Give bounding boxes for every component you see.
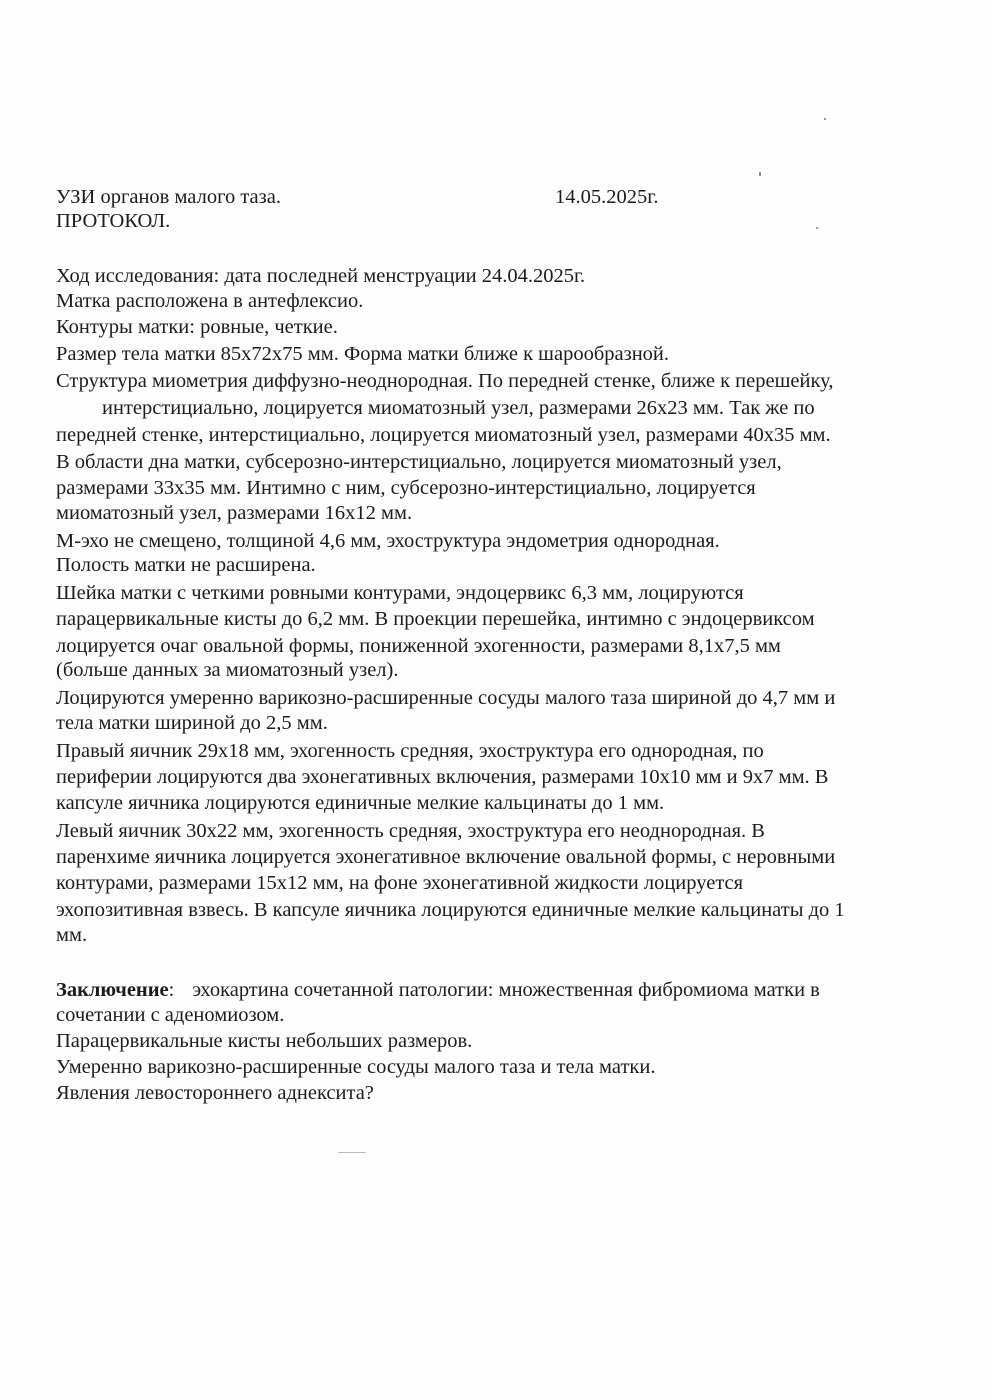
body-line: интерстициально, лоцируется миоматозный узел, размерами 26х23 мм. Так же по [102,397,815,419]
conclusion-line: сочетании с аденомиозом. [56,1004,285,1026]
document-subtitle: ПРОТОКОЛ. [56,210,171,232]
body-line: эхопозитивная взвесь. В капсуле яичника лоцируются единичные мелкие кальцинаты до 1 [56,899,845,921]
body-line: Размер тела матки 85х72х75 мм. Форма матки ближе к шарообразной. [56,343,670,365]
body-line: Структура миометрия диффузно-неоднородная. По передней стенке, ближе к перешейку, [56,370,834,392]
body-line: тела матки шириной до 2,5 мм. [56,712,328,734]
scan-speck [824,118,826,120]
body-line: периферии лоцируются два эхонегативных включения, размерами 10х10 мм и 9х7 мм. В [56,766,829,788]
body-line: Шейка матки с четкими ровными контурами, эндоцервикс 6,3 мм, лоцируются [56,582,744,604]
scan-speck [759,172,761,176]
body-line: (больше данных за миоматозный узел). [56,659,399,681]
body-line: паренхиме яичника лоцируется эхонегативное включение овальной формы, с неровными [56,846,836,868]
body-line: М-эхо не смещено, толщиной 4,6 мм, эхоструктура эндометрия однородная. [56,530,720,552]
body-line: парацервикальные кисты до 6,2 мм. В проекции перешейка, интимно с эндоцервиксом [56,608,815,630]
body-line: Левый яичник 30х22 мм, эхогенность средняя, эхоструктура его неоднородная. В [56,820,765,842]
conclusion-label: Заключение [56,979,169,1001]
body-line: Матка расположена в антефлексио. [56,290,364,312]
conclusion-line: Умеренно варикозно-расширенные сосуды малого таза и тела матки. [56,1056,656,1078]
body-line: размерами 33х35 мм. Интимно с ним, субсерозно-интерстициально, лоцируется [56,477,756,499]
body-line: лоцируется очаг овальной формы, пониженной эхогенности, размерами 8,1х7,5 мм [56,635,781,657]
body-line: Контуры матки: ровные, четкие. [56,316,338,338]
body-line: мм. [56,924,88,946]
body-line: капсуле яичника лоцируются единичные мелкие кальцинаты до 1 мм. [56,792,665,814]
body-line: Лоцируются умеренно варикозно-расширенные сосуды малого таза шириной до 4,7 мм и [56,687,836,709]
body-line: передней стенке, интерстициально, лоцируется миоматозный узел, размерами 40х35 мм. [56,424,831,446]
conclusion-line: Парацервикальные кисты небольших размеров. [56,1030,473,1052]
body-line: Ход исследования: дата последней менструации 24.04.2025г. [56,265,586,287]
conclusion-first-line [56,978,820,1002]
conclusion-colon: : [168,979,175,1001]
body-line: Правый яичник 29х18 мм, эхогенность средняя, эхоструктура его однородная, по [56,740,764,762]
conclusion-text: эхокартина сочетанной патологии: множественная фибромиома матки в [192,979,820,1001]
body-line: В области дна матки, субсерозно-интерстициально, лоцируется миоматозный узел, [56,451,782,473]
document-date: 14.05.2025г. [555,186,659,208]
body-line: Полость матки не расширена. [56,554,316,576]
document-title: УЗИ органов малого таза. [56,186,281,208]
scan-speck [816,227,818,229]
scan-smudge [338,1152,366,1153]
conclusion-line: Явления левостороннего аднексита? [56,1082,374,1104]
body-line: контурами, размерами 15х12 мм, на фоне эхонегативной жидкости лоцируется [56,872,744,894]
body-line: миоматозный узел, размерами 16х12 мм. [56,502,413,524]
